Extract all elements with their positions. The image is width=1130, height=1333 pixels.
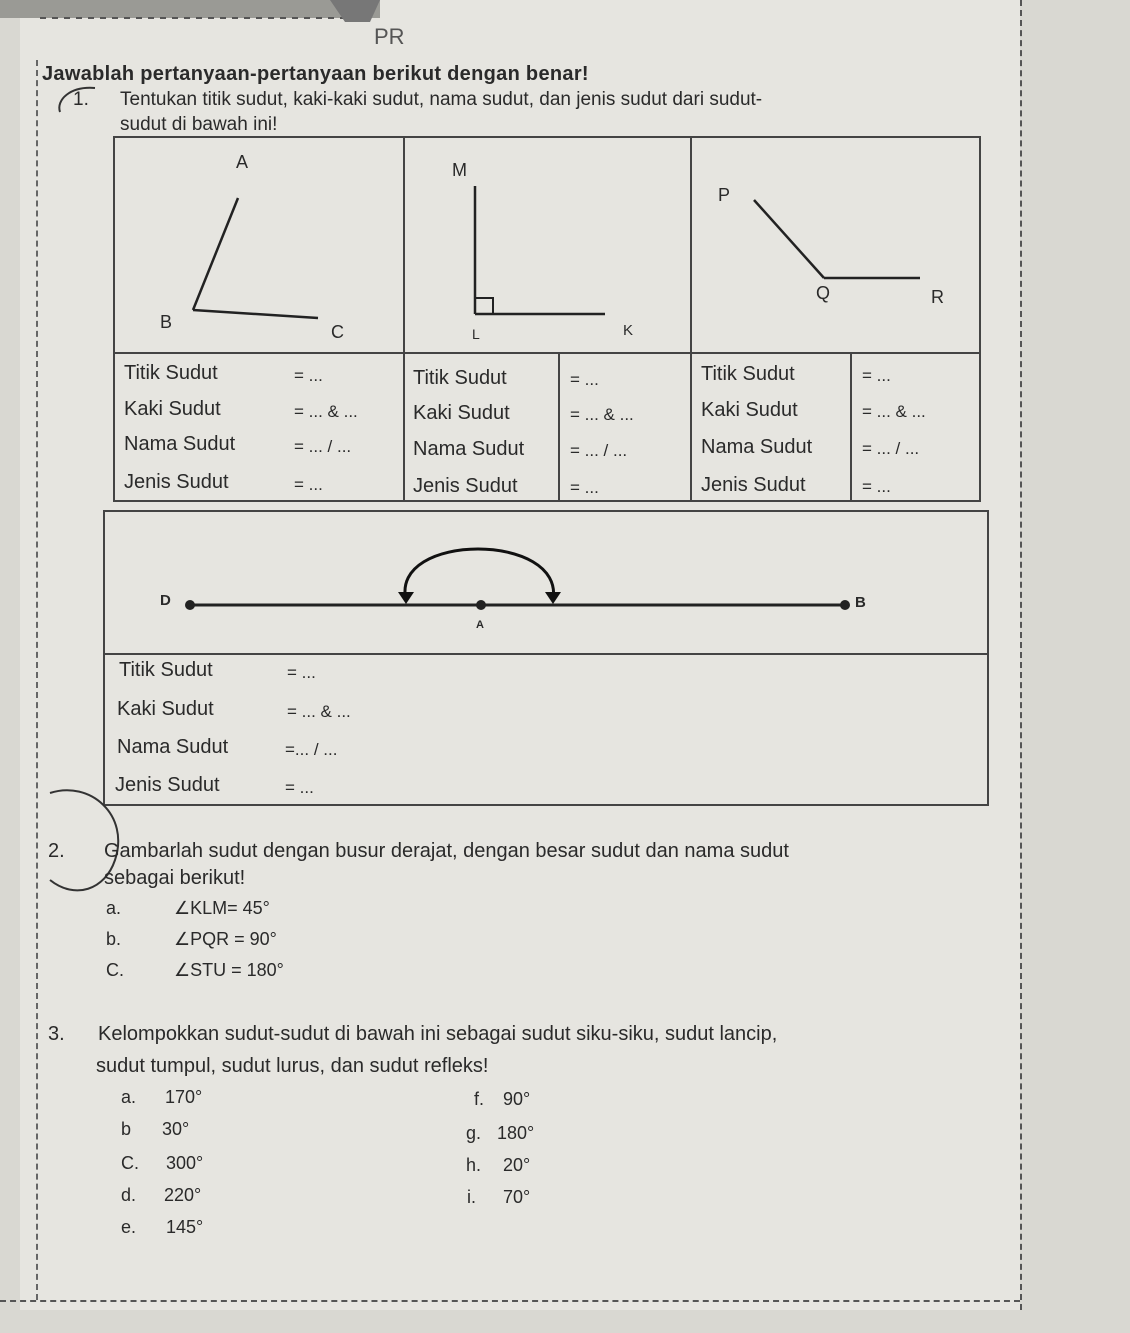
q2-number: 2. [48, 840, 65, 862]
q3-item-b-letter: b [121, 1119, 132, 1139]
c1-nama-sudut-answer[interactable]: = ... / ... [294, 437, 352, 456]
q3-item-i-value: 70° [503, 1187, 531, 1207]
q3-item-h-value: 20° [503, 1155, 531, 1175]
q3-item-c-letter: C. [121, 1153, 139, 1173]
d-jenis-sudut-answer[interactable]: = ... [285, 778, 314, 797]
q1-text-line2: sudut di bawah ini! [120, 114, 278, 135]
angle-mlk-figure [405, 138, 690, 352]
point-p-label: P [718, 185, 731, 205]
c2-titik-sudut-label: Titik Sudut [413, 367, 507, 389]
d-kaki-sudut-answer[interactable]: = ... & ... [287, 702, 351, 721]
top-torn-strip [0, 0, 1130, 30]
c1-titik-sudut-label: Titik Sudut [124, 362, 218, 384]
q1-text-line1: Tentukan titik sudut, kaki-kaki sudut, nama sudut, dan jenis sudut dari sudut- [120, 89, 763, 110]
q3-item-d-value: 220° [164, 1185, 202, 1205]
point-b-end-label: B [855, 594, 866, 611]
q2-item-a-expr: ∠KLM= 45° [174, 898, 270, 918]
d-nama-sudut-label: Nama Sudut [117, 736, 229, 758]
q3-item-e-value: 145° [166, 1217, 204, 1237]
c2-kaki-sudut-answer[interactable]: = ... & ... [570, 405, 634, 424]
q2-text-line1: Gambarlah sudut dengan busur derajat, dengan besar sudut dan nama sudut [104, 840, 789, 862]
point-q-label: Q [816, 283, 831, 303]
c1-nama-sudut-label: Nama Sudut [124, 433, 236, 455]
c2-nama-sudut-answer[interactable]: = ... / ... [570, 441, 628, 460]
q3-item-f-letter: f. [474, 1089, 485, 1109]
page-title: Jawablah pertanyaan-pertanyaan berikut dengan benar! [42, 63, 589, 85]
d-kaki-sudut-label: Kaki Sudut [117, 698, 214, 720]
cut-line-left [36, 60, 38, 1300]
c2-titik-sudut-answer[interactable]: = ... [570, 370, 599, 389]
angle-pqr-figure [692, 138, 981, 352]
c2-kaki-sudut-label: Kaki Sudut [413, 402, 510, 424]
c1-titik-sudut-answer[interactable]: = ... [294, 366, 323, 385]
q3-item-e-letter: e. [121, 1217, 137, 1237]
point-c-label: C [331, 322, 344, 342]
header-scribble: PR [374, 24, 405, 49]
cut-line-right [1020, 0, 1022, 1310]
c2-nama-sudut-label: Nama Sudut [413, 438, 525, 460]
q3-item-c-value: 300° [166, 1153, 204, 1173]
q3-text-line2: sudut tumpul, sudut lurus, dan sudut refleks! [96, 1055, 489, 1077]
point-a-label: A [236, 152, 249, 172]
q2-item-b-letter: b. [106, 929, 122, 949]
q2-text-line2: sebagai berikut! [104, 867, 246, 889]
point-l-label: L [472, 326, 480, 342]
d-nama-sudut-answer[interactable]: =... / ... [285, 740, 338, 759]
q3-text-line1: Kelompokkan sudut-sudut di bawah ini sebagai sudut siku-siku, sudut lancip, [98, 1023, 778, 1045]
q3-item-g-value: 180° [497, 1123, 535, 1143]
point-m-label: M [452, 160, 467, 180]
straight-angle-dab-figure [105, 512, 987, 652]
q2-item-a-letter: a. [106, 898, 122, 918]
c1-kaki-sudut-answer[interactable]: = ... & ... [294, 402, 358, 421]
c2-jenis-sudut-answer[interactable]: = ... [570, 478, 599, 497]
d-jenis-sudut-label: Jenis Sudut [115, 774, 220, 796]
c3-kaki-sudut-label: Kaki Sudut [701, 399, 798, 421]
angle-abc-figure [113, 138, 403, 352]
q3-item-h-letter: h. [466, 1155, 482, 1175]
point-r-label: R [931, 287, 944, 307]
q3-item-a-value: 170° [165, 1087, 203, 1107]
c3-titik-sudut-label: Titik Sudut [701, 363, 795, 385]
c1-jenis-sudut-answer[interactable]: = ... [294, 475, 323, 494]
q2-item-b-expr: ∠PQR = 90° [174, 929, 277, 949]
q3-item-g-letter: g. [466, 1123, 482, 1143]
c1-jenis-sudut-label: Jenis Sudut [124, 471, 229, 493]
point-k-label: K [623, 322, 634, 339]
q3-item-d-letter: d. [121, 1185, 137, 1205]
point-a-vertex-label: A [476, 619, 484, 631]
q2-item-c-letter: C. [106, 960, 124, 980]
q2-item-c-expr: ∠STU = 180° [174, 960, 284, 980]
q3-item-f-value: 90° [503, 1089, 531, 1109]
q1-number: 1. [73, 89, 89, 110]
d-titik-sudut-label: Titik Sudut [119, 659, 213, 681]
q3-item-i-letter: i. [467, 1187, 476, 1207]
point-b-label: B [160, 312, 173, 332]
c3-jenis-sudut-label: Jenis Sudut [701, 474, 806, 496]
d-titik-sudut-answer[interactable]: = ... [287, 663, 316, 682]
point-d-label: D [160, 592, 171, 609]
q3-item-a-letter: a. [121, 1087, 137, 1107]
q3-number: 3. [48, 1023, 65, 1045]
c3-titik-sudut-answer[interactable]: = ... [862, 366, 891, 385]
c3-nama-sudut-label: Nama Sudut [701, 436, 813, 458]
c3-nama-sudut-answer[interactable]: = ... / ... [862, 439, 920, 458]
c3-jenis-sudut-answer[interactable]: = ... [862, 477, 891, 496]
q3-item-b-value: 30° [162, 1119, 190, 1139]
c1-kaki-sudut-label: Kaki Sudut [124, 398, 221, 420]
c2-jenis-sudut-label: Jenis Sudut [413, 475, 518, 497]
c3-kaki-sudut-answer[interactable]: = ... & ... [862, 402, 926, 421]
cut-line-bottom [0, 1300, 1020, 1302]
